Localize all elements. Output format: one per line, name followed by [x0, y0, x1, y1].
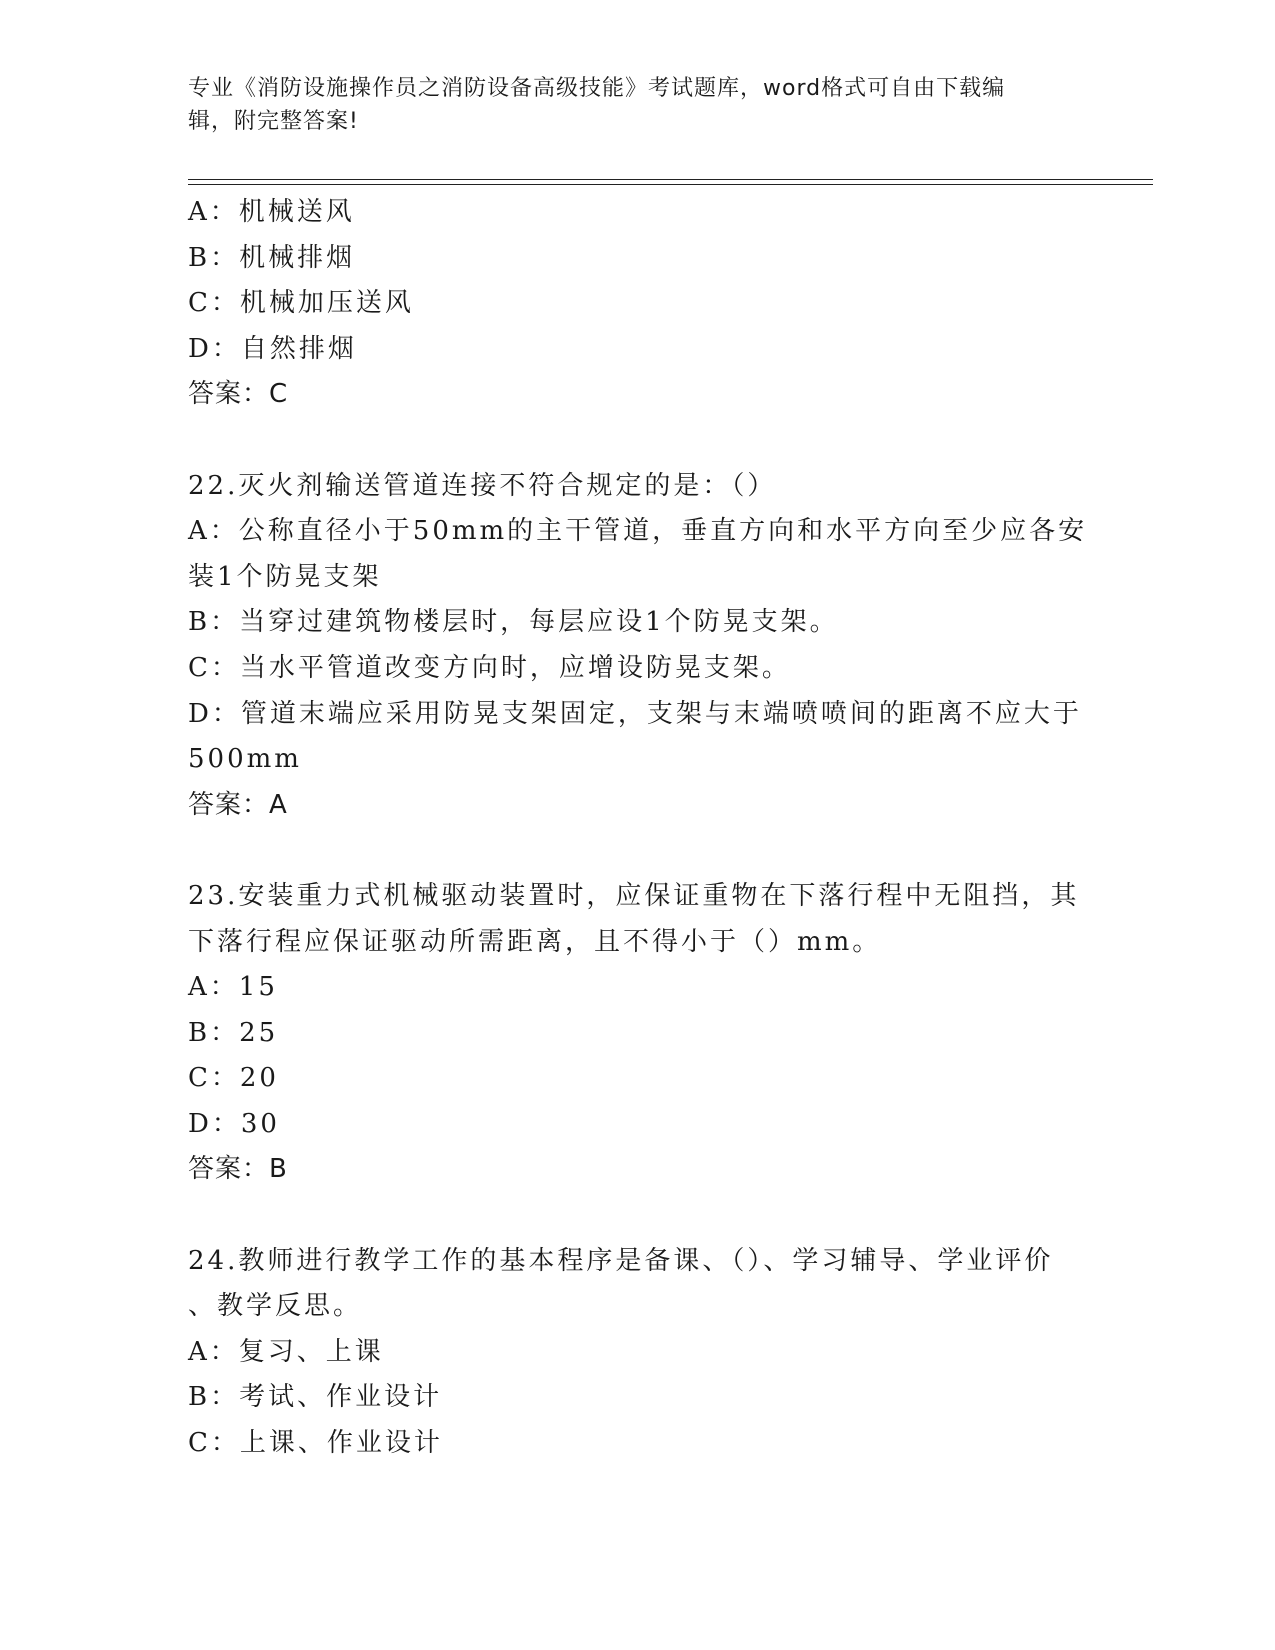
prev-question-block: [188, 190, 1078, 418]
header-line-2: 辑，附完整答案!: [188, 109, 359, 134]
question-24-stem-cont: 、教学反思。: [188, 1291, 363, 1322]
prev-option-b: B：机械排烟: [188, 242, 356, 273]
question-24-option-b: B：考试、作业设计: [188, 1382, 443, 1413]
question-22-block: [188, 464, 1088, 829]
header-line-1: 专业《消防设施操作员之消防设备高级技能》考试题库，word格式可自由下载编: [188, 76, 1006, 101]
question-23-option-c: C：20: [188, 1063, 279, 1094]
spacer: [188, 1193, 1078, 1239]
question-22-stem: 22.灭火剂输送管道连接不符合规定的是：（）: [188, 470, 777, 501]
question-24-option-a: A：复习、上课: [188, 1336, 384, 1367]
prev-answer: 答案：C: [188, 379, 289, 410]
spacer: [188, 418, 1078, 464]
question-24-stem: 24.教师进行教学工作的基本程序是备课、（）、学习辅导、学业评价: [188, 1245, 1054, 1276]
question-22-option-a: A：公称直径小于50mm的主干管道，垂直方向和水平方向至少应各安: [188, 516, 1088, 547]
question-23-option-a: A：15: [188, 972, 278, 1003]
question-22-option-d: D：管道末端应采用防晃支架固定，支架与末端喷喷间的距离不应大于: [188, 698, 1082, 729]
question-22-option-b: B：当穿过建筑物楼层时，每层应设1个防晃支架。: [188, 607, 839, 638]
question-22-option-d-cont: 500mm: [188, 744, 302, 775]
spacer: [188, 828, 1078, 874]
document-header: [188, 72, 1088, 138]
question-22-answer: 答案：A: [188, 789, 288, 820]
question-24-option-c: C：上课、作业设计: [188, 1428, 443, 1459]
question-22-option-a-cont: 装1个防晃支架: [188, 561, 382, 592]
header-divider-bottom: [188, 184, 1153, 185]
question-24-block: [188, 1239, 1078, 1467]
question-22-option-c: C：当水平管道改变方向时，应增设防晃支架。: [188, 652, 791, 683]
prev-option-d: D：自然排烟: [188, 333, 357, 364]
question-content: [188, 190, 1088, 1467]
prev-option-a: A：机械送风: [188, 197, 355, 227]
question-23-option-d: D：30: [188, 1108, 280, 1139]
prev-option-c: C：机械加压送风: [188, 288, 414, 319]
header-divider-top: [188, 179, 1153, 180]
question-23-stem-cont: 下落行程应保证驱动所需距离，且不得小于（）mm。: [188, 926, 882, 957]
question-23-option-b: B：25: [188, 1017, 279, 1048]
question-23-block: [188, 874, 1078, 1193]
question-23-stem: 23.安装重力式机械驱动装置时，应保证重物在下落行程中无阻挡，其: [188, 880, 1080, 911]
question-23-answer: 答案：B: [188, 1154, 288, 1185]
